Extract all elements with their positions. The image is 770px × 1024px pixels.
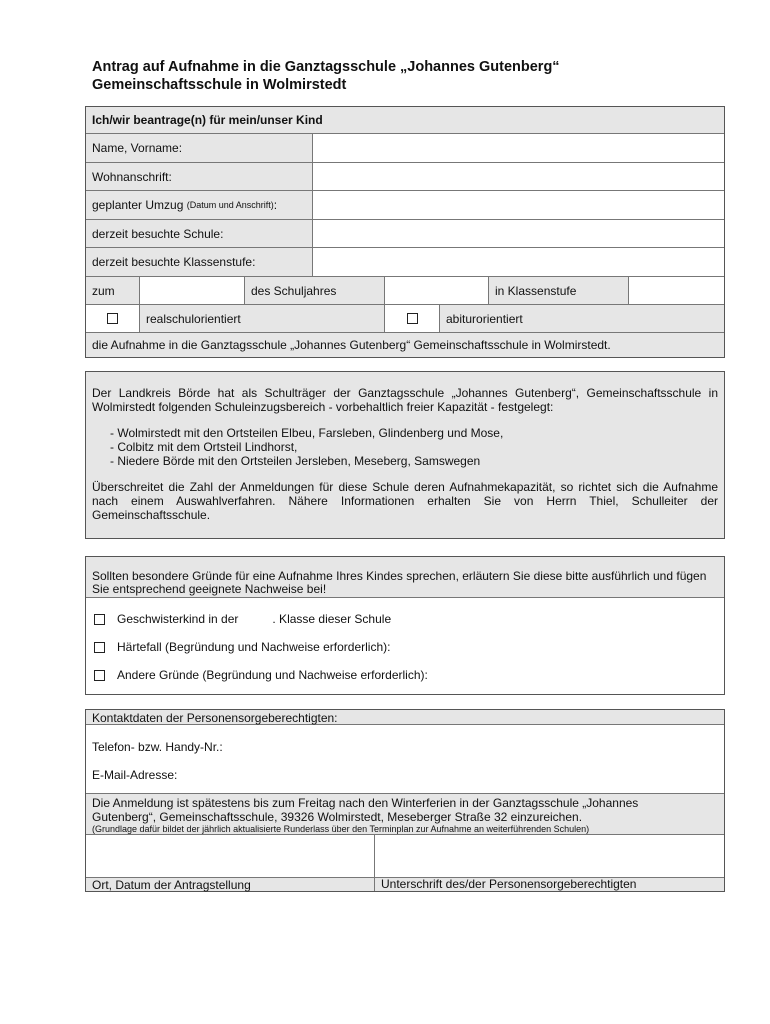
school-label: derzeit besuchte Schule: — [86, 220, 312, 247]
abitur-label: abiturorientiert — [439, 305, 724, 332]
table-header: Ich/wir beantrage(n) für mein/unser Kind — [92, 113, 323, 127]
title-line-1: Antrag auf Aufnahme in die Ganztagsschule „Johannes Gutenberg“ — [92, 59, 560, 75]
hardship-option — [94, 640, 390, 654]
deadline-note: (Grundlage dafür bildet der jährlich aktualisierte Runderlass über den Terminplan zur Aufnahme an weiterführenden Schulen) — [92, 824, 590, 834]
title-line-2: Gemeinschaftsschule in Wolmirstedt — [92, 77, 347, 93]
move-label: geplanter Umzug — [92, 198, 184, 212]
address-field[interactable] — [312, 163, 724, 190]
contact-header: Kontaktdaten der Personensorgeberechtigten: — [92, 711, 338, 725]
name-row — [86, 133, 724, 162]
school-year-row — [86, 276, 724, 304]
phone-field[interactable] — [256, 738, 716, 754]
list-item: - Niedere Börde mit den Ortsteilen Jersleben, Meseberg, Samswegen — [110, 454, 481, 468]
email-label: E-Mail-Adresse: — [92, 768, 178, 782]
sibling-option — [94, 612, 391, 626]
klassenstufe-label: in Klassenstufe — [488, 277, 628, 304]
abitur-checkbox[interactable] — [407, 313, 418, 324]
address-label: Wohnanschrift: — [86, 163, 312, 190]
other-reasons-checkbox[interactable] — [94, 670, 105, 681]
move-row — [86, 190, 724, 219]
catchment-list — [110, 426, 718, 468]
signature-field[interactable] — [374, 835, 724, 877]
school-row — [86, 219, 724, 247]
capacity-note: Überschreitet die Zahl der Anmeldungen für diese Schule deren Aufnahmekapazität, so richtet sich die Aufnahme nach einem Auswahlverfahren. Nähere Informationen erhalten Sie von Herrn Thiel, Schulleiter der Gemeinschaftsschule. — [92, 480, 718, 522]
list-item: - Colbitz mit dem Ortsteil Lindhorst, — [110, 440, 298, 454]
catchment-intro: Der Landkreis Börde hat als Schulträger der Ganztagsschule „Johannes Gutenberg“, Gemeinschaftsschule in Wolmirstedt folgenden Schuleinzugsbereich - vorbehaltlich freier Kapazität - festgelegt: — [92, 386, 718, 414]
grade-label: derzeit besuchte Klassenstufe: — [86, 248, 312, 276]
move-colon: : — [273, 198, 278, 212]
child-data-table — [85, 106, 725, 358]
phone-label: Telefon- bzw. Handy-Nr.: — [92, 740, 223, 754]
move-label-cell — [86, 191, 312, 219]
contact-signature-box — [85, 709, 725, 892]
real-checkbox-cell — [86, 305, 139, 332]
reasons-intro: Sollten besondere Gründe für eine Aufnahme Ihres Kindes sprechen, erläutern Sie diese bitte ausführlich und fügen Sie entsprechend geeignete Nachweise bei! — [86, 557, 724, 598]
deadline-line-1: Die Anmeldung ist spätestens bis zum Freitag nach den Winterferien in der Ganztagsschule „Johannes — [92, 796, 639, 810]
sibling-checkbox[interactable] — [94, 614, 105, 625]
realschul-checkbox[interactable] — [107, 313, 118, 324]
name-field[interactable] — [312, 134, 724, 162]
hardship-checkbox[interactable] — [94, 642, 105, 653]
grade-field[interactable] — [312, 248, 724, 276]
table-footer: die Aufnahme in die Ganztagsschule „Johannes Gutenberg“ Gemeinschaftsschule in Wolmirstedt. — [92, 338, 611, 352]
grade-row — [86, 247, 724, 276]
page-title — [92, 58, 732, 94]
signature-labels-band — [86, 877, 724, 891]
move-field[interactable] — [312, 191, 724, 219]
address-row — [86, 162, 724, 190]
signature-label: Unterschrift des/der Personensorgeberechtigten — [374, 877, 636, 891]
deadline-line-2: Gutenberg“, Gemeinschaftsschule, 39326 Wolmirstedt, Meseberger Straße 32 einzureichen. — [92, 810, 583, 824]
schuljahr-field[interactable] — [384, 277, 488, 304]
email-field[interactable] — [196, 766, 716, 782]
table-header-row — [86, 107, 724, 133]
place-date-field[interactable] — [86, 835, 374, 877]
catchment-info-box — [85, 371, 725, 539]
sibling-label-post: . Klasse dieser Schule — [272, 612, 392, 626]
place-date-label: Ort, Datum der Antragstellung — [92, 878, 251, 892]
orientation-row — [86, 304, 724, 332]
move-hint: (Datum und Anschrift) — [186, 200, 274, 210]
sibling-label-pre: Geschwisterkind in der — [117, 612, 239, 626]
abitur-checkbox-cell — [384, 305, 439, 332]
list-item: - Wolmirstedt mit den Ortsteilen Elbeu, Farsleben, Glindenberg und Mose, — [110, 426, 504, 440]
special-reasons-box — [85, 556, 725, 695]
contact-header-band — [86, 710, 724, 725]
klassenstufe-field[interactable] — [628, 277, 724, 304]
name-label: Name, Vorname: — [86, 134, 312, 162]
schuljahr-label: des Schuljahres — [244, 277, 384, 304]
hardship-label: Härtefall (Begründung und Nachweise erforderlich): — [117, 640, 391, 654]
zum-field[interactable] — [139, 277, 244, 304]
other-reasons-option — [94, 668, 428, 682]
zum-label: zum — [86, 277, 139, 304]
school-field[interactable] — [312, 220, 724, 247]
deadline-band — [86, 793, 724, 835]
table-footer-row — [86, 332, 724, 357]
other-reasons-label: Andere Gründe (Begründung und Nachweise erforderlich): — [117, 668, 428, 682]
realschul-label: realschulorientiert — [139, 305, 384, 332]
